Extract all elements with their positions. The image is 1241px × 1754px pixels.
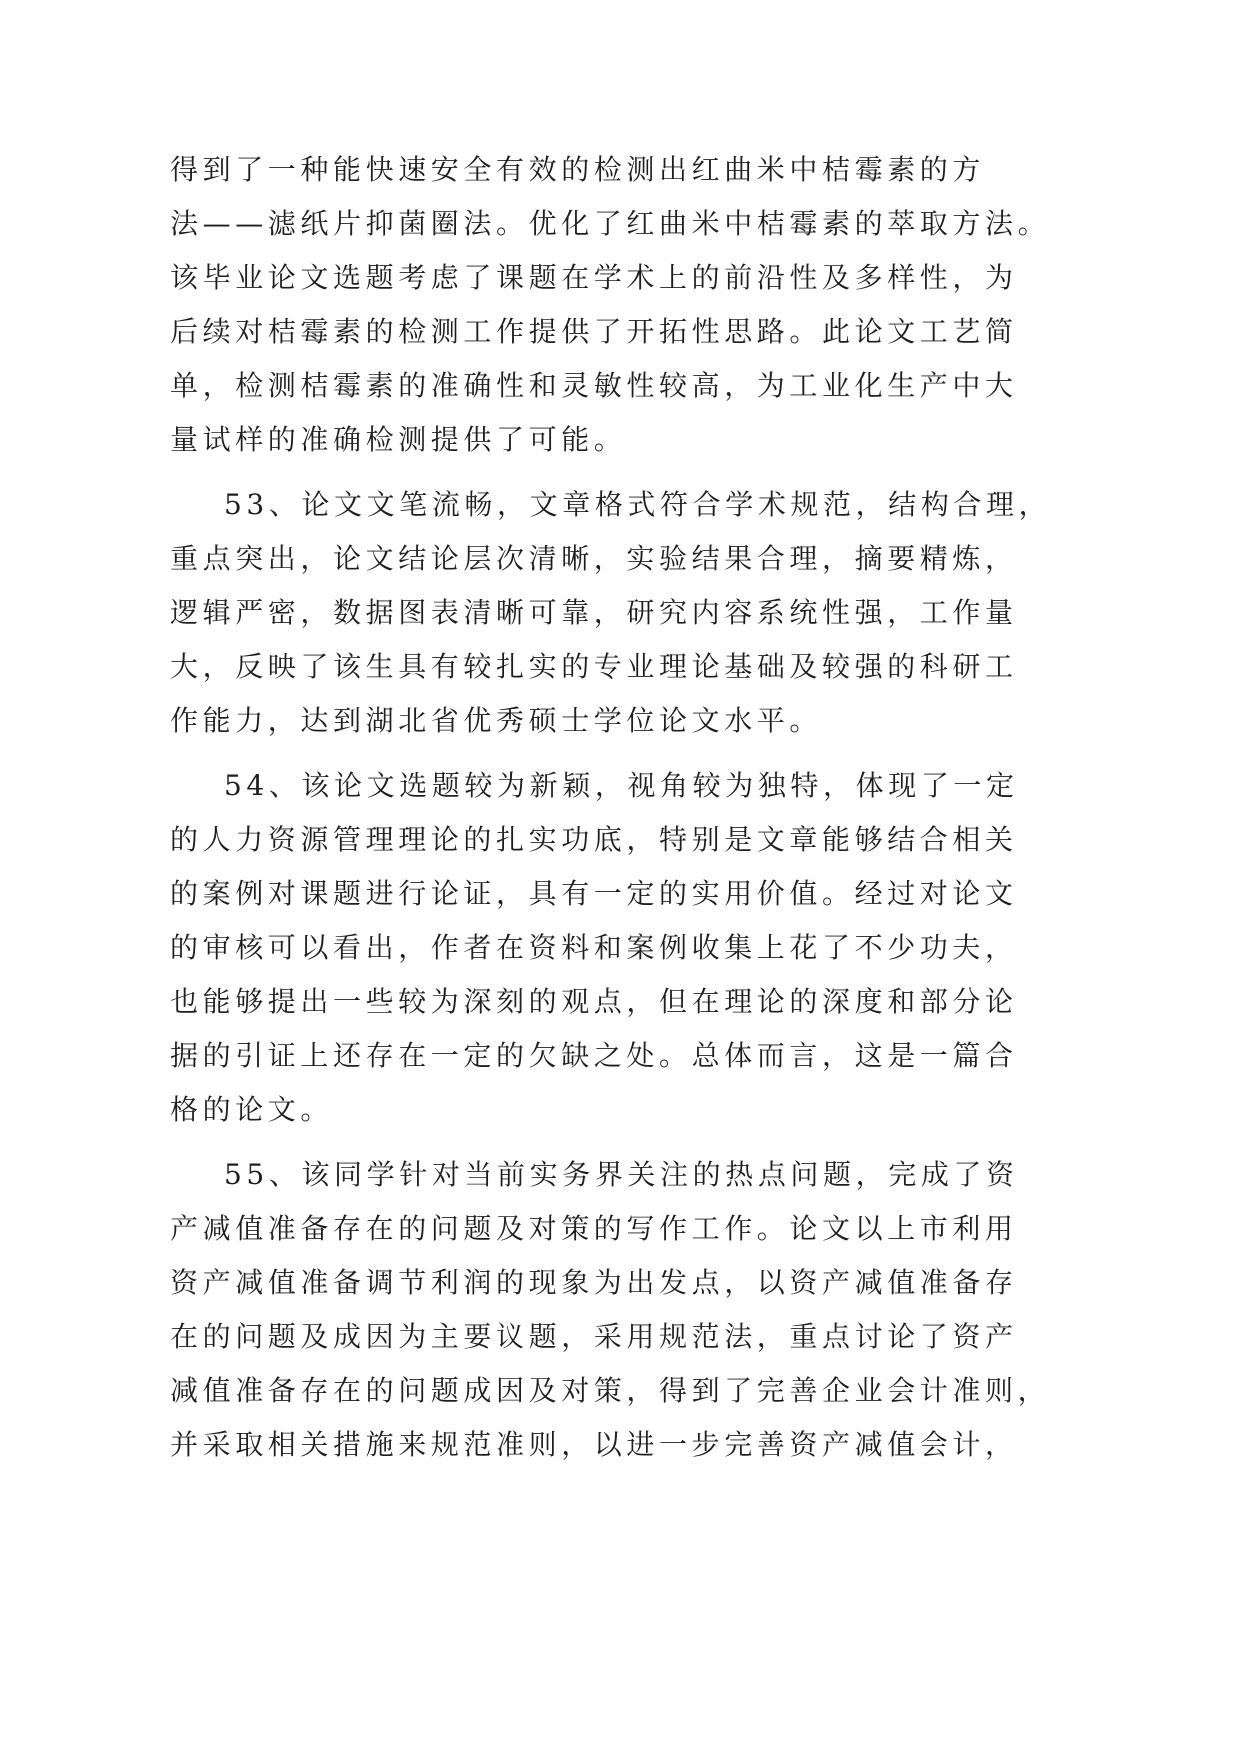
text-line: 在的问题及成因为主要议题，采用规范法，重点讨论了资产 xyxy=(170,1320,1018,1353)
paragraph-gap xyxy=(170,467,970,478)
text-line: 据的引证上还存在一定的欠缺之处。总体而言，这是一篇合 xyxy=(170,1039,1018,1072)
text-line: 法——滤纸片抑菌圈法。优化了红曲米中桔霉素的萃取方法。 xyxy=(170,207,1051,240)
text-line: 53、论文文笔流畅，文章格式符合学术规范，结构合理， xyxy=(170,488,1052,521)
text-line: 单，检测桔霉素的准确性和灵敏性较高，为工业化生产中大 xyxy=(170,369,1018,402)
text-line: 54、该论文选题较为新颖，视角较为独特，体现了一定 xyxy=(170,769,1019,802)
text-line: 作能力，达到湖北省优秀硕士学位论文水平。 xyxy=(170,704,823,737)
text-line: 资产减值准备调节利润的现象为出发点，以资产减值准备存 xyxy=(170,1266,1018,1299)
text-line: 的审核可以看出，作者在资料和案例收集上花了不少功夫， xyxy=(170,931,1018,964)
text-line: 产减值准备存在的问题及对策的写作工作。论文以上市利用 xyxy=(170,1212,1018,1245)
text-line: 并采取相关措施来规范准则，以进一步完善资产减值会计， xyxy=(170,1428,1018,1461)
paragraph-55 xyxy=(170,1148,1051,1472)
paragraph-54 xyxy=(170,759,1019,1137)
text-line: 重点突出，论文结论层次清晰，实验结果合理，摘要精炼， xyxy=(170,542,1018,575)
text-line: 后续对桔霉素的检测工作提供了开拓性思路。此论文工艺简 xyxy=(170,315,1018,348)
text-line: 55、该同学针对当前实务界关注的热点问题，完成了资 xyxy=(170,1158,1019,1191)
text-line: 格的论文。 xyxy=(170,1093,334,1126)
text-line: 该毕业论文选题考虑了课题在学术上的前沿性及多样性，为 xyxy=(170,261,1018,294)
paragraph-gap xyxy=(170,748,970,759)
document-body xyxy=(170,143,1052,1472)
paragraph-gap xyxy=(170,1137,970,1148)
paragraph-1 xyxy=(170,143,1051,467)
text-line: 量试样的准确检测提供了可能。 xyxy=(170,423,627,456)
text-line: 逻辑严密，数据图表清晰可靠，研究内容系统性强，工作量 xyxy=(170,596,1018,629)
text-line: 的人力资源管理理论的扎实功底，特别是文章能够结合相关 xyxy=(170,823,1018,856)
text-line: 大，反映了该生具有较扎实的专业理论基础及较强的科研工 xyxy=(170,650,1018,683)
text-line: 也能够提出一些较为深刻的观点，但在理论的深度和部分论 xyxy=(170,985,1018,1018)
text-line: 减值准备存在的问题成因及对策，得到了完善企业会计准则， xyxy=(170,1374,1051,1407)
paragraph-53 xyxy=(170,478,1052,748)
text-line: 得到了一种能快速安全有效的检测出红曲米中桔霉素的方 xyxy=(170,153,986,186)
text-line: 的案例对课题进行论证，具有一定的实用价值。经过对论文 xyxy=(170,877,1018,910)
